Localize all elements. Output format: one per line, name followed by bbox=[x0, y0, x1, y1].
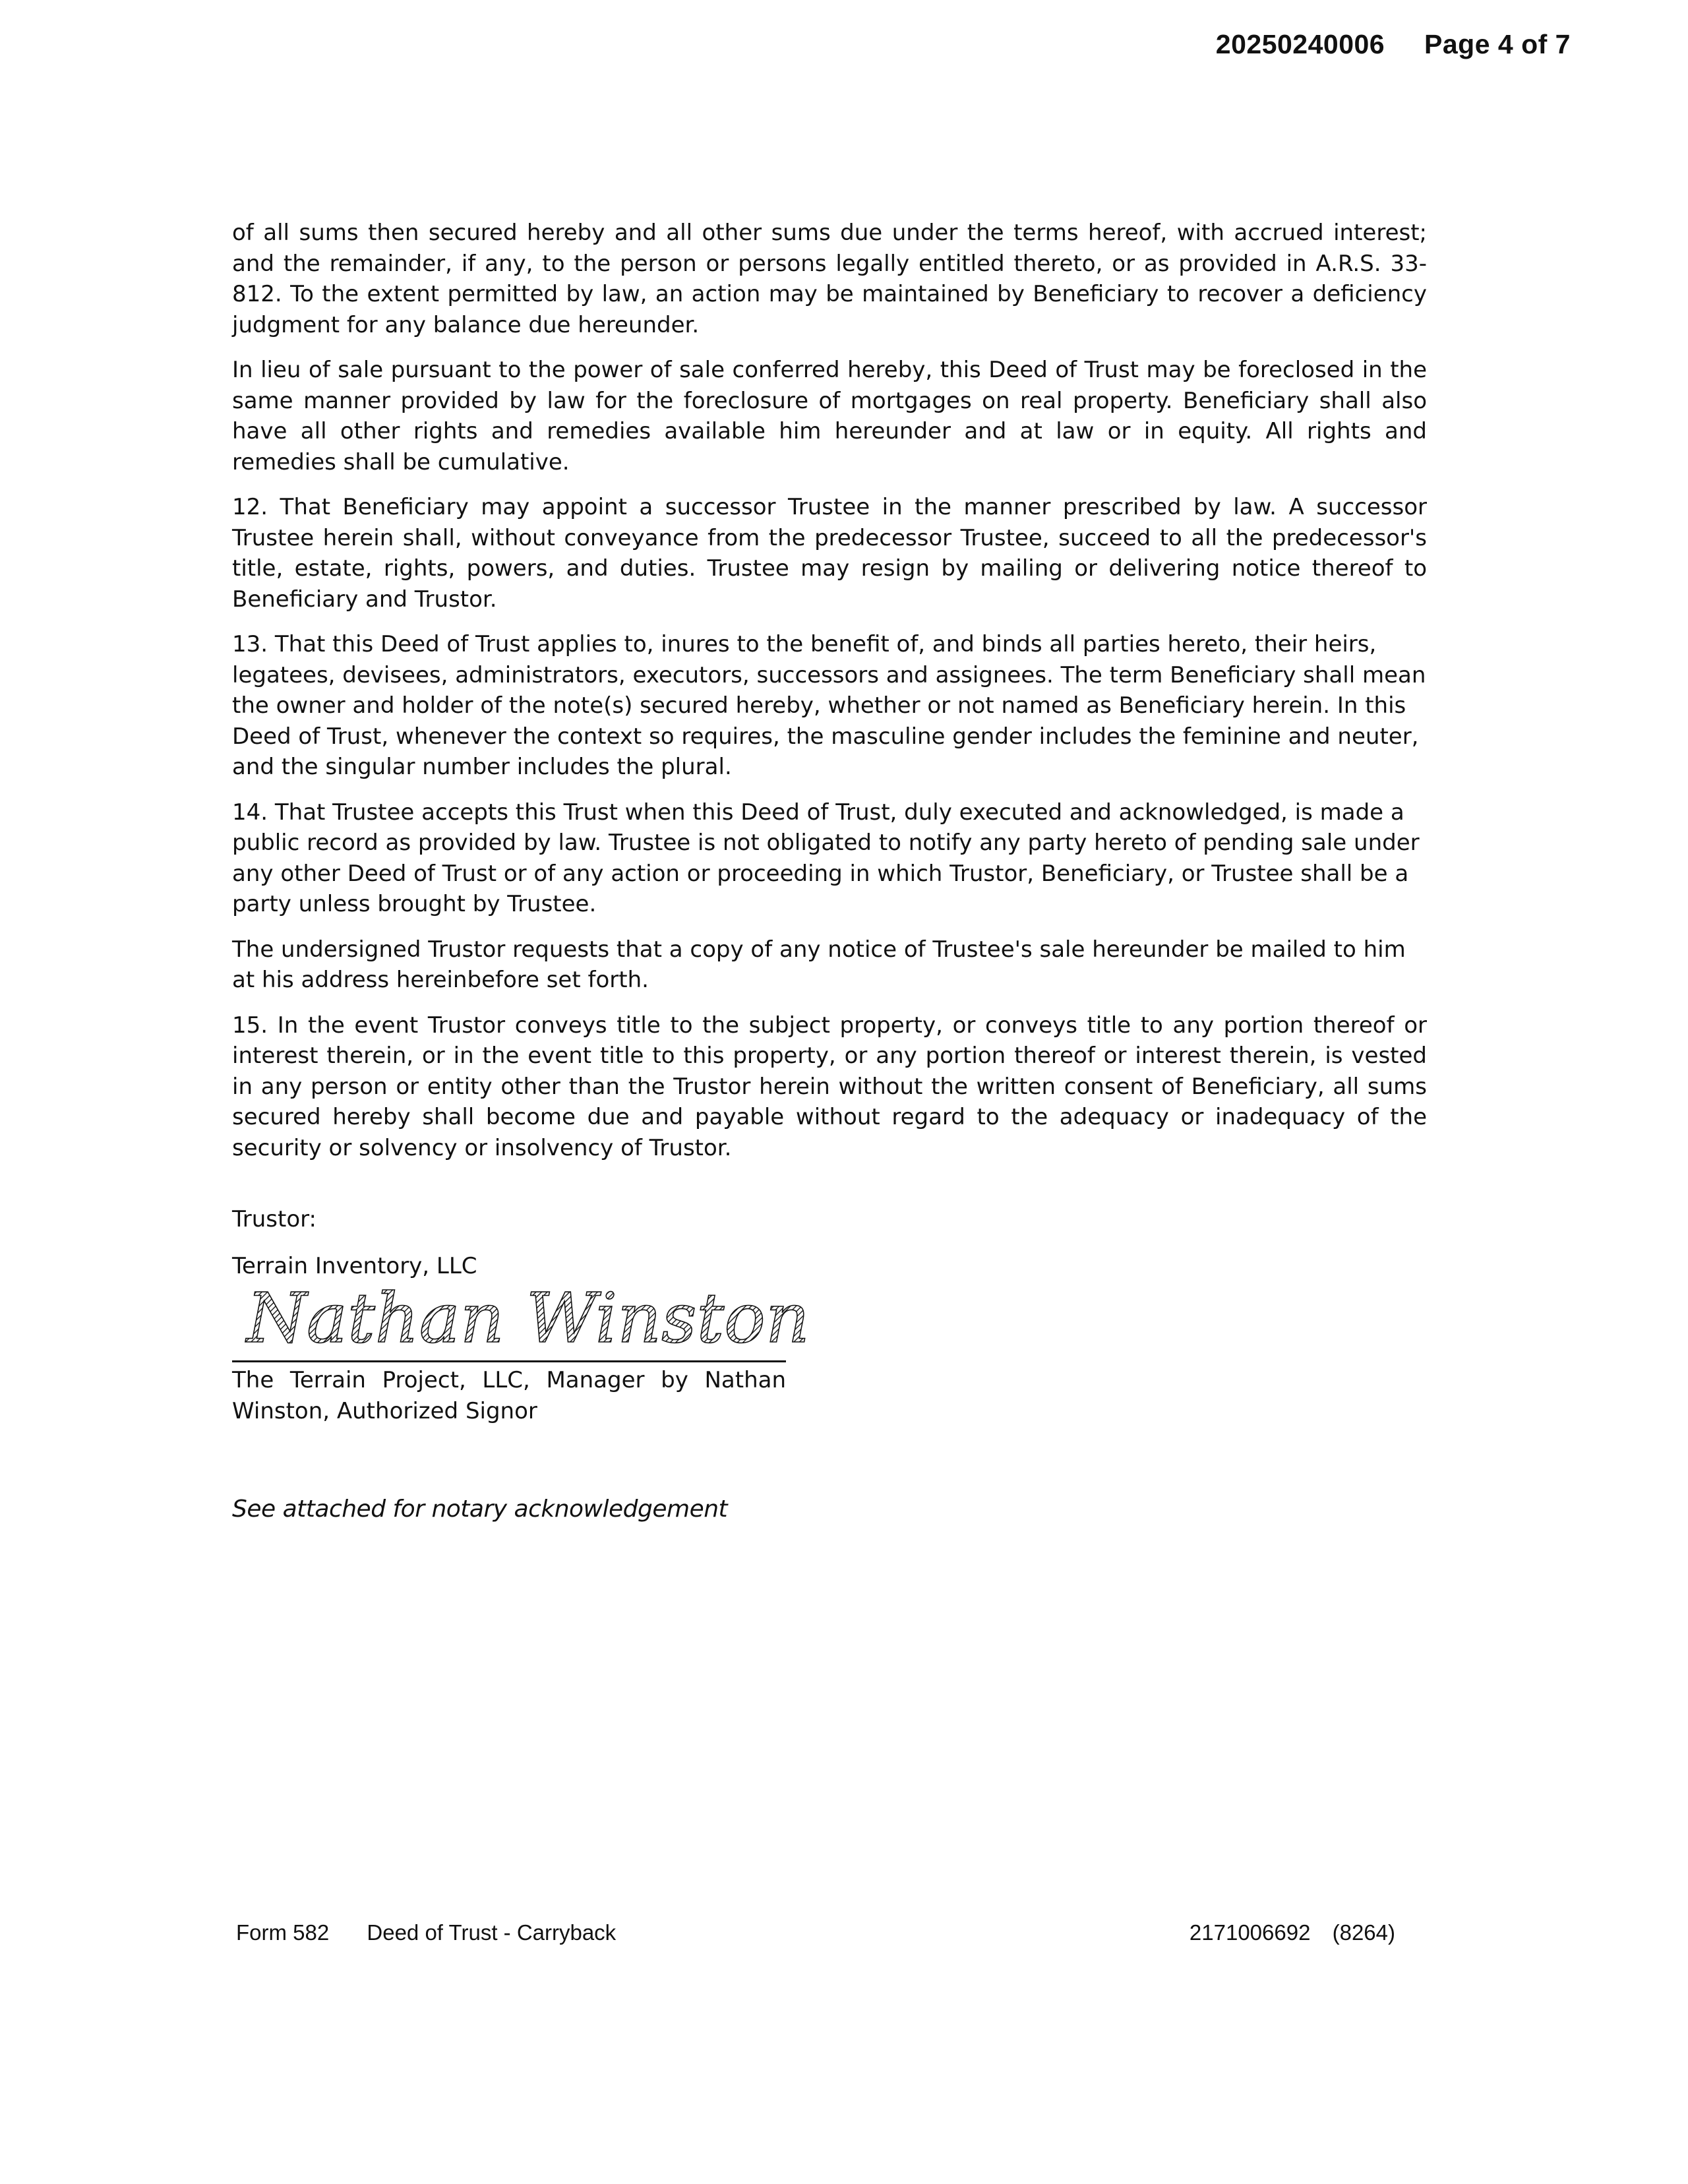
signer-name: The Terrain Project, LLC, Manager by Nathan Winston, Authorized Signor bbox=[232, 1367, 786, 1424]
signature-image bbox=[232, 1278, 810, 1360]
form-number: Form 582 bbox=[236, 1920, 330, 1945]
signature-line bbox=[232, 1360, 786, 1362]
paragraph-14-trustee-acceptance: 14. That Trustee accepts this Trust when this Deed of Trust, duly executed and acknowledged, is made a public record as provided by law. Trustee is not obligated to notify any party hereto of pending sale under any other Deed of Trust or of any action or proceeding in which Trustor, Beneficiary, or Trustee shall be a party unless brought by Trustee. bbox=[232, 799, 1420, 917]
page-number: Page 4 of 7 bbox=[1424, 29, 1571, 59]
order-code: (8264) bbox=[1332, 1920, 1395, 1945]
footer-order-info bbox=[1190, 1920, 1395, 1945]
paragraph-15-due-on-sale: 15. In the event Trustor conveys title to the subject property, or conveys title to any portion thereof or interest therein, or in the event title to this property, or any portion thereof or interest therein, is vested in any person or entity other than the Trustor herein without the written consent of Beneficiary, all sums secured hereby shall become due and payable without regard to the adequacy or inadequacy of the security or solvency or insolvency of Trustor. bbox=[232, 1012, 1427, 1161]
order-number: 2171006692 bbox=[1189, 1920, 1311, 1945]
paragraph-foreclosure: In lieu of sale pursuant to the power of sale conferred hereby, this Deed of Trust may be foreclosed in the same manner provided by law for the foreclosure of mortgages on real property. Beneficiary shall also have all other rights and remedies available him hereunder and at law or in equity. All rights and remedies shall be cumulative. bbox=[232, 357, 1427, 475]
trustor-label: Trustor: bbox=[232, 1206, 316, 1232]
document-number: 20250240006 bbox=[1215, 29, 1385, 59]
paragraph-13-binding: 13. That this Deed of Trust applies to, inures to the benefit of, and binds all parties hereto, their heirs, legatees, devisees, administrators, executors, successors and assignees. The term Beneficiary shall mean the owner and holder of the note(s) secured hereby, whether or not named as Beneficiary herein. In this Deed of Trust, whenever the context so requires, the masculine gender includes the feminine and neuter, and the singular number includes the plural. bbox=[232, 631, 1426, 780]
document-body bbox=[232, 218, 1427, 1178]
handwritten-signature bbox=[244, 1278, 810, 1360]
footer-form-info bbox=[236, 1920, 616, 1945]
paragraph-12-successor-trustee: 12. That Beneficiary may appoint a successor Trustee in the manner prescribed by law. A successor Trustee herein shall, without conveyance from the predecessor Trustee, succeed to all the predecessor's title, estate, rights, powers, and duties. Trustee may resign by mailing or delivering notice thereof to Beneficiary and Trustor. bbox=[232, 494, 1427, 613]
paragraph-notice-request: The undersigned Trustor requests that a copy of any notice of Trustee's sale hereunder be mailed to him at his address hereinbefore set forth. bbox=[232, 936, 1406, 993]
page-header bbox=[1216, 29, 1571, 60]
trustor-company: Terrain Inventory, LLC bbox=[232, 1252, 477, 1279]
signature-block bbox=[232, 1204, 826, 1426]
notary-note: See attached for notary acknowledgement bbox=[232, 1496, 728, 1523]
paragraph-remainder: of all sums then secured hereby and all other sums due under the terms hereof, with accrued interest; and the remainder, if any, to the person or persons legally entitled thereto, or as provided in A.R.S. 33-812. To the extent permitted by law, an action may be maintained by Beneficiary to recover a deficiency judgment for any balance due hereunder. bbox=[232, 220, 1427, 338]
form-title: Deed of Trust - Carryback bbox=[367, 1920, 617, 1945]
svg-text:Nathan Winston: Nathan Winston bbox=[247, 1278, 810, 1358]
